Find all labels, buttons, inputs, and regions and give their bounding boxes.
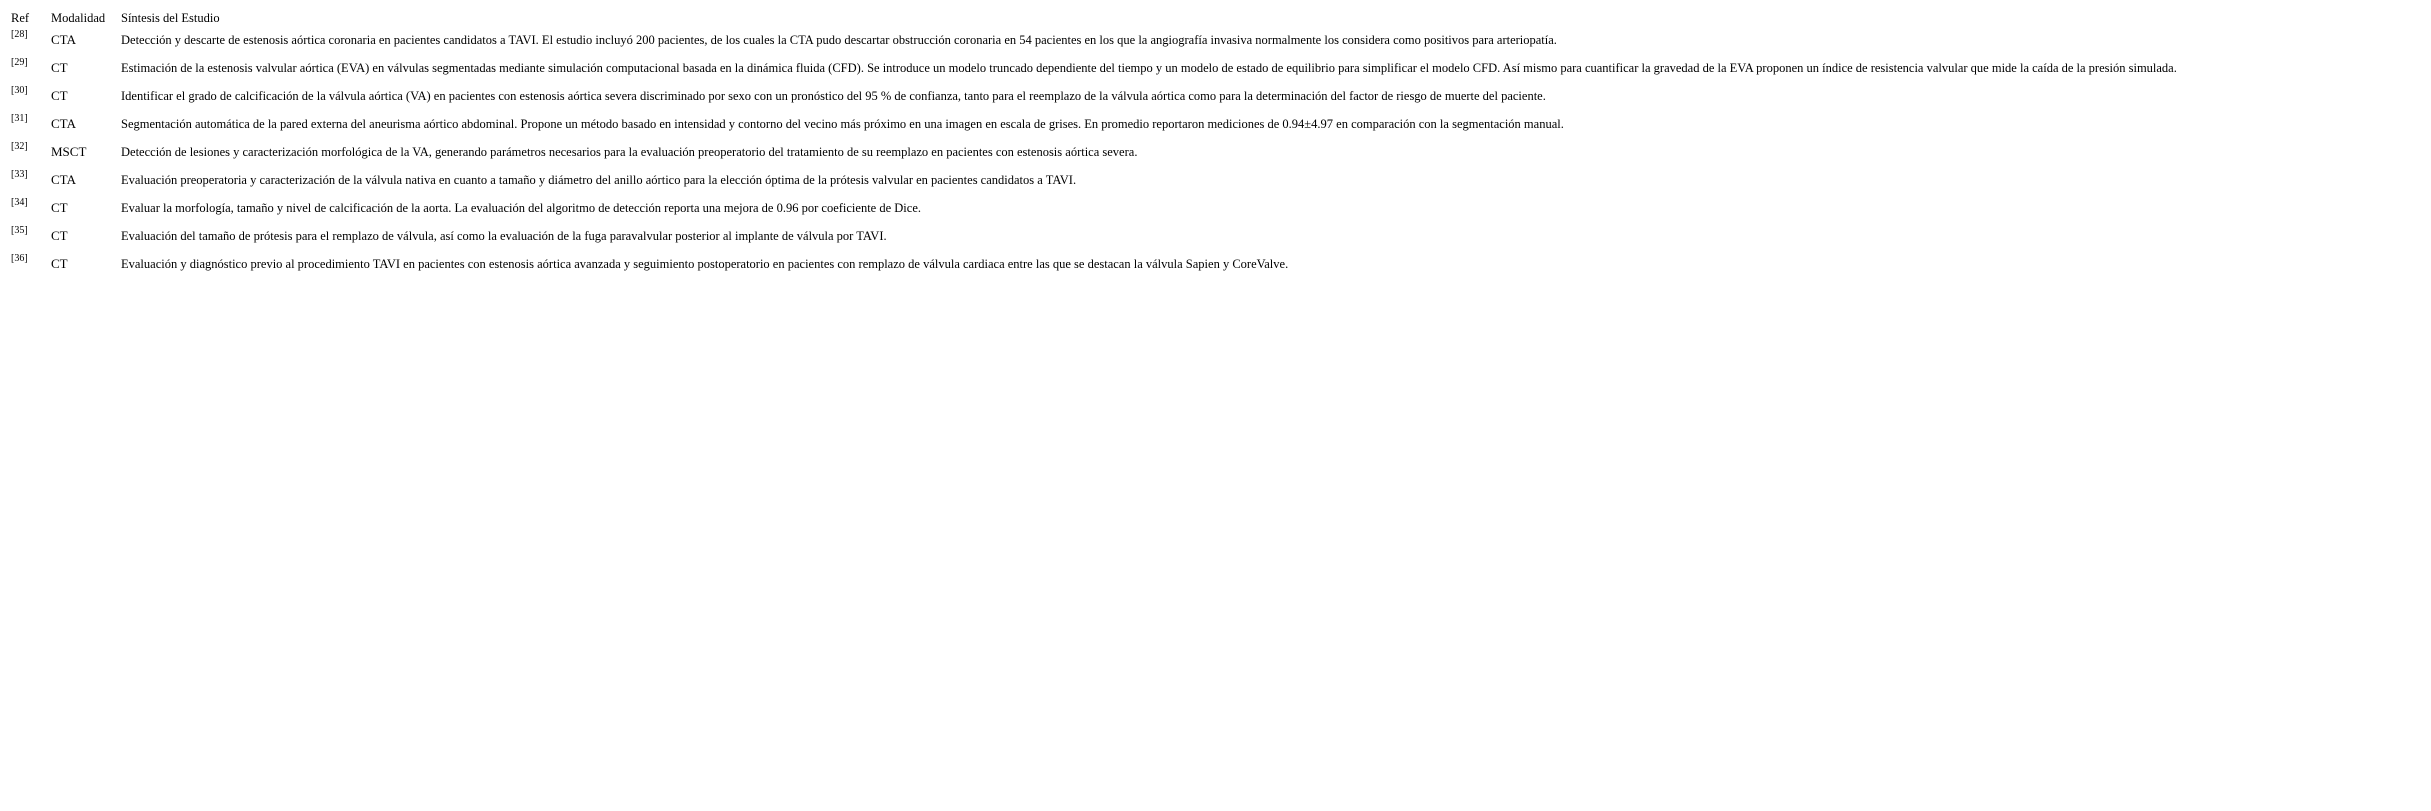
table-row [11,116,2177,144]
ref-cell: [31] [11,113,28,124]
modalidad-cell: CT [51,200,68,215]
modalidad-cell: CT [51,88,68,103]
header-sintesis: Síntesis del Estudio [121,11,220,25]
sintesis-cell: Evaluar la morfología, tamaño y nivel de calcificación de la aorta. La evaluación del algoritmo de detección reporta una mejora de 0.96 por coeficiente de Dice. [121,201,921,215]
modalidad-cell: CTA [51,172,76,187]
sintesis-cell: Identificar el grado de calcificación de la válvula aórtica (VA) en pacientes con estenosis aórtica severa discriminado por sexo con un pronóstico del 95 % de confianza, tanto para el reemplazo de la válvula aórtica como para la determinación del factor de riesgo de muerte del paciente. [121,89,1546,103]
sintesis-cell: Evaluación preoperatoria y caracterización de la válvula nativa en cuanto a tamaño y diámetro del anillo aórtico para la elección óptima de la prótesis valvular en pacientes candidatos a TAVI. [121,173,1077,187]
ref-cell: [36] [11,253,28,264]
modalidad-cell: MSCT [51,144,87,159]
table-row [11,200,2177,228]
table-row [11,256,2177,284]
table-body [11,29,2177,284]
modalidad-cell: CTA [51,32,76,47]
sintesis-cell: Detección de lesiones y caracterización morfológica de la VA, generando parámetros necesarios para la evaluación preoperatorio del tratamiento de su reemplazo en pacientes con estenosis aórtica severa. [121,145,1138,159]
table-header [11,10,2177,32]
ref-cell: [29] [11,57,28,68]
ref-cell: [28] [11,29,28,40]
table-row [11,172,2177,200]
ref-cell: [32] [11,141,28,152]
modalidad-cell: CT [51,256,68,271]
ref-cell: [35] [11,225,28,236]
modalidad-cell: CT [51,60,68,75]
studies-table [11,10,2177,284]
ref-cell: [30] [11,85,28,96]
table-row [11,32,2177,60]
header-row [11,10,2177,32]
sintesis-cell: Evaluación y diagnóstico previo al procedimiento TAVI en pacientes con estenosis aórtica avanzada y seguimiento postoperatorio en pacientes con remplazo de válvula cardiaca entre las que se destacan la válvula Sapien y CoreValve. [121,257,1289,271]
ref-cell: [34] [11,197,28,208]
table-row [11,60,2177,88]
header-ref: Ref [11,11,30,25]
sintesis-cell: Detección y descarte de estenosis aórtica coronaria en pacientes candidatos a TAVI. El estudio incluyó 200 pacientes, de los cuales la CTA pudo descartar obstrucción coronaria en 54 pacientes en los que la angiografía invasiva normalmente los considera como positivos para arteriopatía. [121,33,1557,47]
modalidad-cell: CT [51,228,68,243]
sintesis-cell: Segmentación automática de la pared externa del aneurisma aórtico abdominal. Propone un método basado en intensidad y contorno del vecino más próximo en una imagen en escala de grises. En promedio reportaron mediciones de 0.94±4.97 en comparación con la segmentación manual. [121,117,1564,131]
sintesis-cell: Evaluación del tamaño de prótesis para el remplazo de válvula, así como la evaluación de la fuga paravalvular posterior al implante de válvula por TAVI. [121,229,887,243]
sintesis-cell: Estimación de la estenosis valvular aórtica (EVA) en válvulas segmentadas mediante simulación computacional basada en la dinámica fluida (CFD). Se introduce un modelo truncado dependiente del tiempo y un modelo de estado de equilibrio para simplificar el modelo CFD. Así mismo para cuantificar la gravedad de la EVA proponen un índice de resistencia valvular que mide la caída de la presión simulada. [121,61,2177,75]
header-modalidad: Modalidad [51,11,106,25]
table-row [11,144,2177,172]
ref-cell: [33] [11,169,28,180]
table-row [11,88,2177,116]
modalidad-cell: CTA [51,116,76,131]
table-row [11,228,2177,256]
